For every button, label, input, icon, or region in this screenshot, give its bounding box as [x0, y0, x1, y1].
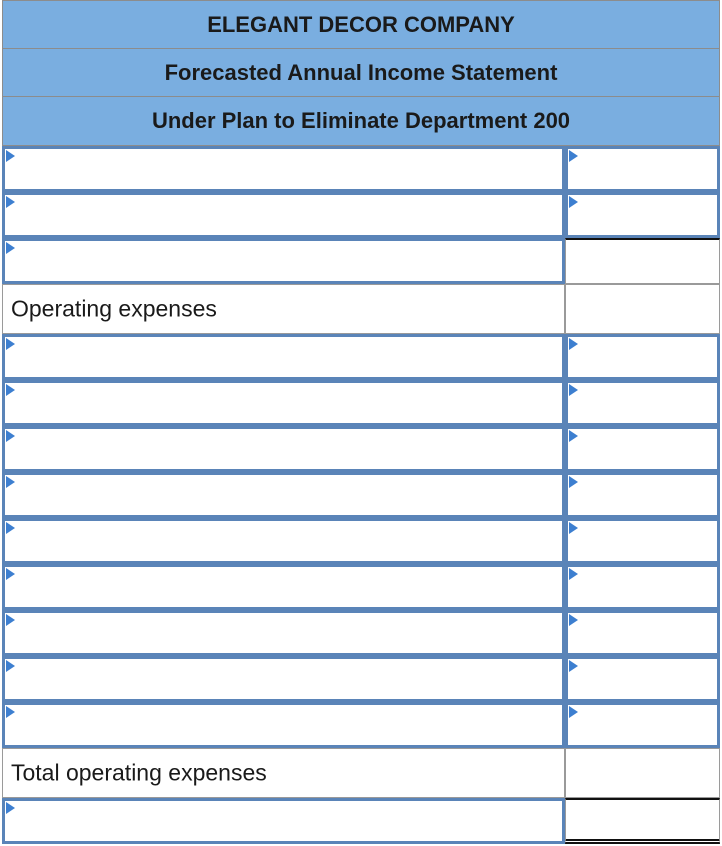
company-name: ELEGANT DECOR COMPANY	[207, 11, 515, 37]
amount-input[interactable]	[565, 334, 720, 380]
dropdown-arrow-icon	[569, 706, 578, 718]
table-row	[2, 656, 720, 702]
dropdown-arrow-icon	[6, 196, 15, 208]
account-dropdown[interactable]	[2, 610, 565, 656]
account-dropdown[interactable]	[2, 564, 565, 610]
dropdown-arrow-icon	[569, 522, 578, 534]
total-operating-expenses-label: Total operating expenses	[11, 759, 267, 786]
dropdown-arrow-icon	[6, 522, 15, 534]
statement-title: Forecasted Annual Income Statement	[164, 59, 558, 85]
dropdown-arrow-icon	[6, 706, 15, 718]
dropdown-arrow-icon	[6, 614, 15, 626]
dropdown-arrow-icon	[6, 476, 15, 488]
dropdown-arrow-icon	[6, 660, 15, 672]
dropdown-arrow-icon	[569, 338, 578, 350]
amount-input[interactable]	[565, 426, 720, 472]
amount-input[interactable]	[565, 192, 720, 238]
dropdown-arrow-icon	[6, 338, 15, 350]
table-row	[2, 702, 720, 748]
plan-subtitle: Under Plan to Eliminate Department 200	[151, 108, 571, 133]
amount-input[interactable]	[565, 472, 720, 518]
dropdown-arrow-icon	[569, 614, 578, 626]
dropdown-arrow-icon	[569, 150, 578, 162]
operating-expenses-label: Operating expenses	[11, 295, 217, 322]
table-row	[2, 192, 720, 238]
account-dropdown[interactable]	[2, 426, 565, 472]
company-name-header	[2, 0, 720, 49]
total-operating-expenses-label-cell	[2, 748, 565, 798]
account-dropdown[interactable]	[2, 656, 565, 702]
account-dropdown[interactable]	[2, 192, 565, 238]
dropdown-arrow-icon	[6, 384, 15, 396]
operating-expenses-label-cell	[2, 284, 565, 334]
table-row	[2, 426, 720, 472]
dropdown-arrow-icon	[6, 430, 15, 442]
amount-input[interactable]	[565, 564, 720, 610]
table-row	[2, 284, 720, 334]
dropdown-arrow-icon	[6, 802, 15, 814]
account-dropdown[interactable]	[2, 472, 565, 518]
table-row	[2, 472, 720, 518]
account-dropdown[interactable]	[2, 380, 565, 426]
dropdown-arrow-icon	[569, 568, 578, 580]
table-row	[2, 610, 720, 656]
table-row	[2, 518, 720, 564]
net-income-amount[interactable]	[565, 798, 720, 844]
table-row	[2, 146, 720, 192]
amount-input[interactable]	[565, 238, 720, 284]
amount-input[interactable]	[565, 610, 720, 656]
dropdown-arrow-icon	[6, 150, 15, 162]
account-dropdown[interactable]	[2, 334, 565, 380]
plan-subtitle-header	[2, 96, 720, 146]
amount-input[interactable]	[565, 380, 720, 426]
amount-input[interactable]	[565, 146, 720, 192]
amount-input[interactable]	[565, 702, 720, 748]
table-row	[2, 798, 720, 844]
total-operating-expenses-amount[interactable]	[565, 748, 720, 798]
dropdown-arrow-icon	[6, 568, 15, 580]
account-dropdown[interactable]	[2, 146, 565, 192]
dropdown-arrow-icon	[569, 384, 578, 396]
statement-title-header	[2, 48, 720, 97]
table-row	[2, 238, 720, 284]
dropdown-arrow-icon	[569, 196, 578, 208]
table-row	[2, 380, 720, 426]
table-row	[2, 748, 720, 798]
dropdown-arrow-icon	[6, 242, 15, 254]
empty-amount-cell	[565, 284, 720, 334]
account-dropdown[interactable]	[2, 702, 565, 748]
table-row	[2, 334, 720, 380]
dropdown-arrow-icon	[569, 660, 578, 672]
dropdown-arrow-icon	[569, 476, 578, 488]
amount-input[interactable]	[565, 518, 720, 564]
account-dropdown[interactable]	[2, 798, 565, 844]
table-row	[2, 564, 720, 610]
account-dropdown[interactable]	[2, 518, 565, 564]
amount-input[interactable]	[565, 656, 720, 702]
account-dropdown[interactable]	[2, 238, 565, 284]
dropdown-arrow-icon	[569, 430, 578, 442]
